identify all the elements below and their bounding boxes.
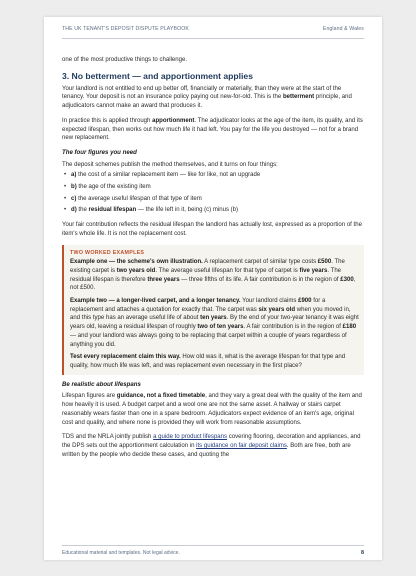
sources-paragraph: TDS and the NRLA jointly publish a guide to product lifespans covering flooring, decoration and appliances, and the DPS sets out the apportionment calculation in its guidance on fair deposit claims. Both are free, both are written by the people who decide these cases, and quoting the	[62, 434, 361, 458]
header-jurisdiction: England & Wales	[322, 26, 364, 32]
apportionment-paragraph: In practice this is applied through apportionment. The adjudicator looks at the age of the item, its quality, and its expected lifespan, then works out how much life it had left. You pay for the life you destroyed — not for a brand new replacement.	[62, 117, 363, 142]
lifespans-paragraph: Lifespan figures are guidance, not a fixed timetable, and they vary a great deal with the quality of the item and how heavily it is used. A budget carpet and a wool one are not the same asset. A hallway or stairs carpet reasonably wears faster than one in a spare bedroom. Adjudicators expect evidence of an item's age, original cost and quality, and where none is provided they will work from reasonable assumptions.	[62, 393, 362, 426]
list-item: • b) the age of the existing item	[64, 184, 151, 191]
list-item: • d) the residual lifespan — the life left in it, being (c) minus (b)	[64, 207, 239, 214]
lifespans-heading: Be realistic about lifespans	[62, 380, 141, 388]
betterment-paragraph: Your landlord is not entitled to end up better off, financially or materially, than they were at the start of the tenancy. Your deposit is not an insurance policy paying out new-for-old. This is the betterment principle, and adjudicators cannot make an award that produces it.	[62, 85, 352, 110]
footer-disclaimer: Educational material and templates. Not legal advice.	[62, 550, 180, 556]
list-item: • a) the cost of a similar replacement item — like for like, not an upgrade	[64, 172, 261, 179]
figures-list	[62, 171, 364, 215]
intro-paragraph: one of the most productive things to challenge.	[62, 57, 188, 63]
worked-examples-callout	[62, 245, 364, 375]
list-item: • c) the average useful lifespan of that type of item	[64, 195, 202, 202]
bullet-icon: •	[64, 172, 67, 179]
bullet-icon: •	[64, 184, 67, 191]
figures-intro: The deposit schemes publish the method themselves, and it turns on four things:	[62, 161, 278, 168]
figures-summary: Your fair contribution reflects the residual lifespan the landlord has actually lost, expressed as a proportion of the item's whole life. It is not the replacement cost.	[62, 222, 362, 237]
section-heading: 3. No betterment — and apportionment applies	[62, 70, 253, 81]
page-number: 8	[361, 550, 364, 556]
figures-heading: The four figures you need	[62, 148, 137, 156]
header-divider	[62, 38, 364, 39]
bullet-icon: •	[64, 207, 67, 214]
example-test: Test every replacement claim this way. How old was it, what is the average lifespan for that type and quality, how much life was left, and was replacement even necessary in the first place?	[70, 354, 346, 369]
page-body	[62, 56, 364, 465]
bullet-icon: •	[64, 195, 67, 202]
footer-divider	[62, 545, 364, 546]
product-lifespans-guide-link[interactable]: a guide to product lifespans	[153, 434, 228, 441]
document-page	[44, 17, 382, 560]
example-two: Example two — a longer-lived carpet, and a longer tenancy. Your landlord claims £900 for a replacement and attaches a quotation for exactly that. The carpet was six years old when you moved in, and this type has an average useful life of about ten years. By the end of your two-year tenancy it was eight years old, leaving a residual lifespan of roughly two of ten years. A fair contribution is in the region of £180 — and your landlord was always going to be replacing that carpet within a couple of years regardless of anything you did.	[70, 298, 359, 348]
example-one: Example one — the scheme's own illustration. A replacement carpet of similar type costs £500. The existing carpet is two years old. The average useful lifespan for that type of carpet is five years. The residual lifespan is therefore three years — three fifths of its life. A fair contribution is in the region of £300, not £500.	[70, 259, 356, 292]
callout-title: TWO WORKED EXAMPLES	[70, 249, 145, 256]
running-header	[62, 26, 364, 32]
running-footer	[62, 550, 364, 556]
header-title: THE UK TENANT'S DEPOSIT DISPUTE PLAYBOOK	[62, 26, 189, 32]
fair-deposit-claims-guidance-link[interactable]: its guidance on fair deposit claims	[196, 442, 287, 449]
